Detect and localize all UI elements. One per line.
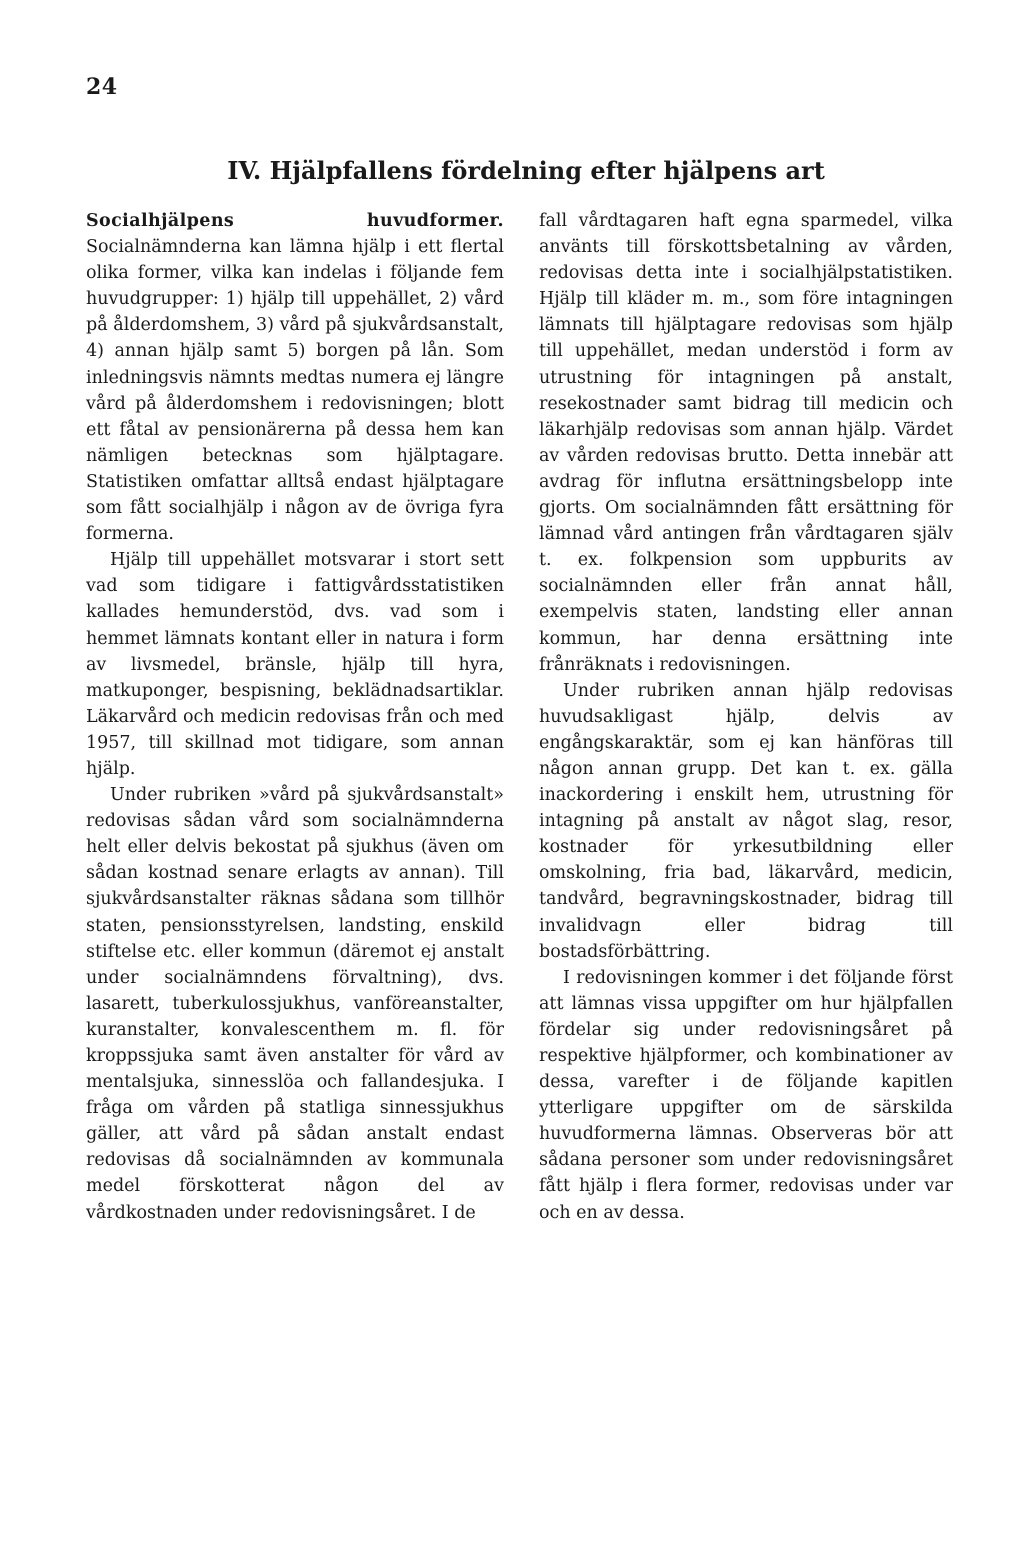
left-column xyxy=(86,208,504,1226)
paragraph: fall vårdtagaren haft egna sparmedel, vilka använts till förskottsbetalning av vården, redovisas detta inte i socialhjälpstatistiken. Hjälp till kläder m. m., som före intagningen lämnats till hjälptagare redovisas som hjälp till uppehället, medan understöd i form av utrustning för intagningen på anstalt, resekostnader samt bidrag till medicin och läkarhjälp redovisas som annan hjälp. Värdet av vården redovisas brutto. Detta innebär att avdrag för influtna ersättningsbelopp inte gjorts. Om socialnämnden fått ersättning för lämnad vård antingen från vårdtagaren själv t. ex. folkpension som uppburits av socialnämnden eller från annat håll, exempelvis staten, landsting eller annan kommun, har denna ersättning inte frånräknats i redovisningen. xyxy=(539,211,953,675)
section-heading: IV. Hjälpfallens fördelning efter hjälpens art xyxy=(227,156,825,185)
paragraph: Under rubriken »vård på sjukvårdsanstalt» redovisas sådan vård som socialnämnderna helt eller delvis bekostat på sjukhus (även om sådan kostnad senare erlagts av annan). Till sjukvårdsanstalter räknas sådana som tillhör staten, pensionsstyrelsen, landsting, enskild stiftelse etc. eller kommun (däremot ej anstalt under socialnämndens förvaltning), dvs. lasarett, tuberkulossjukhus, vanföreanstalter, kuranstalter, konvalescenthem m. fl. för kroppssjuka samt även anstalter för vård av mentalsjuka, sinnesslöa och fallandesjuka. I fråga om vården på statliga sinnessjukhus gäller, att vård på sådan anstalt endast redovisas då socialnämnden av kommunala medel förskotterat någon del av vårdkostnaden under redovisningsåret. I de xyxy=(86,785,504,1223)
page-number: 24 xyxy=(86,74,118,100)
paragraph: Hjälp till uppehället motsvarar i stort sett vad som tidigare i fattigvårdsstatistiken kallades hemunderstöd, dvs. vad som i hemmet lämnats kontant eller in natura i form av livsmedel, bränsle, hjälp till hyra, matkuponger, bespisning, beklädnadsartiklar. Läkarvård och medicin redovisas från och med 1957, till skillnad mot tidigare, som annan hjälp. xyxy=(86,550,504,779)
right-column xyxy=(539,208,953,1226)
paragraph xyxy=(86,208,504,547)
paragraph: Under rubriken annan hjälp redovisas huvudsakligast hjälp, delvis av engångskaraktär, som ej kan hänföras till någon annan grupp. Det kan t. ex. gälla inackordering i enskilt hem, utrustning för intagning på anstalt av något slag, resor, kostnader för yrkesutbildning eller omskolning, fria bad, läkarvård, medicin, tandvård, begravningskostnader, bidrag till invalidvagn eller bidrag till bostadsförbättring. xyxy=(539,680,953,962)
run-in-heading: Socialhjälpens huvudformer. xyxy=(86,211,504,231)
paragraph: I redovisningen kommer i det följande först att lämnas vissa uppgifter om hur hjälpfallen fördelar sig under redovisningsåret på respektive hjälpformer, och kombinationer av dessa, varefter i de följande kapitlen ytterligare uppgifter om de särskilda huvudformerna lämnas. Observeras bör att sådana personer som under redovisningsåret fått hjälp i flera former, redovisas under var och en av dessa. xyxy=(539,967,953,1223)
paragraph-text: Socialnämnderna kan lämna hjälp i ett flertal olika former, vilka kan indelas i följande fem huvudgrupper: 1) hjälp till uppehället, 2) vård på ålderdomshem, 3) vård på sjukvårdsanstalt, 4) annan hjälp samt 5) borgen på lån. Som inledningsvis nämnts medtas numera ej längre vård på ålderdomshem i redovisningen; blott ett fåtal av pensionärerna på dessa hem kan nämligen betecknas som hjälptagare. Statistiken omfattar alltså endast hjälptagare som fått socialhjälp i någon av de övriga fyra formerna. xyxy=(86,237,504,545)
